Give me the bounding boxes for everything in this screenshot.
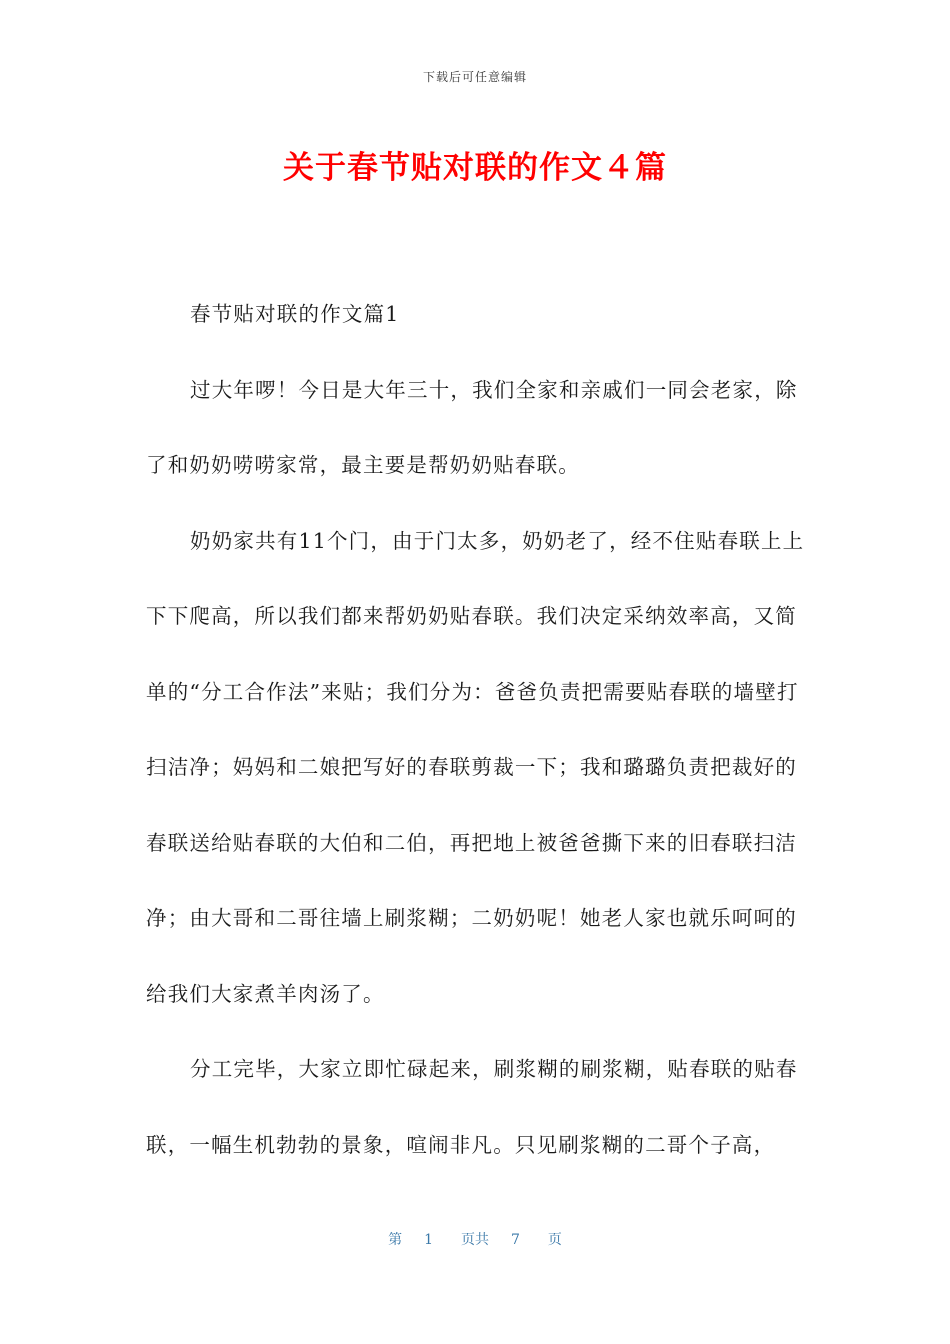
- paragraph-1: 过大年啰！今日是大年三十，我们全家和亲戚们一同会老家，除了和奶奶唠唠家常，最主要是帮奶奶贴春联。: [146, 377, 798, 477]
- footer-total-pages: 7: [511, 1232, 520, 1248]
- paragraph-2: 奶奶家共有11个门，由于门太多，奶奶老了，经不住贴春联上上下下爬高，所以我们都来帮奶奶贴春联。我们决定采纳效率高，又简单的“分工合作法”来贴；我们分为：爸爸负责把需要贴春联的墙壁打扫洁净；妈妈和二娘把写好的春联剪裁一下；我和璐璐负责把裁好的春联送给贴春联的大伯和二伯，再把地上被爸爸撕下来的旧春联扫洁净；由大哥和二哥往墙上刷浆糊；二奶奶呢！她老人家也就乐呵呵的给我们大家煮羊肉汤了。: [146, 528, 805, 1006]
- page-footer: [0, 1229, 950, 1249]
- paragraph-3: 分工完毕，大家立即忙碌起来，刷浆糊的刷浆糊，贴春联的贴春联，一幅生机勃勃的景象，喧闹非凡。只见刷浆糊的二哥个子高，: [146, 1057, 798, 1157]
- document-body: [146, 277, 806, 1183]
- footer-page-sep: 页共: [461, 1232, 489, 1248]
- section-heading: 春节贴对联的作文篇1: [190, 302, 400, 326]
- document-title: 关于春节贴对联的作文４篇: [283, 150, 667, 186]
- header-note: 下载后可任意编辑: [422, 70, 527, 84]
- footer-page-suffix: 页: [547, 1232, 562, 1248]
- footer-page-label: 第: [388, 1232, 403, 1248]
- footer-current-page: 1: [424, 1232, 433, 1248]
